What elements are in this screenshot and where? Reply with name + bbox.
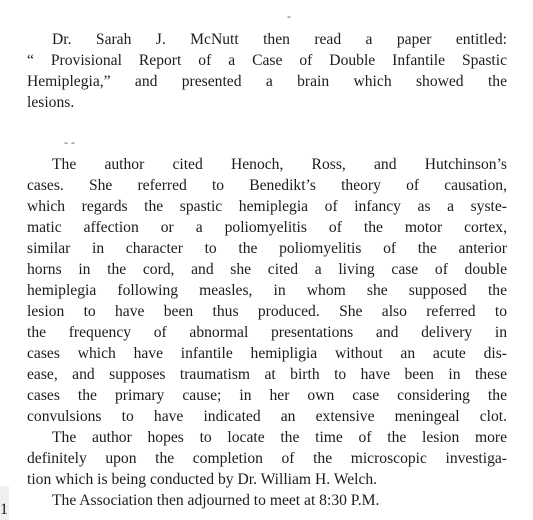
paragraph1-line-4: lesions. [27, 94, 75, 111]
paragraph1-line-1 [52, 30, 507, 50]
page-number: 1 [0, 501, 8, 518]
paragraph2-line-6: horns in the cord, and she cited a living case of double [27, 261, 507, 278]
paragraph1-line-3: Hemiplegia,” and presented a brain which showed the [27, 73, 507, 90]
paragraph2-line-7: hemiplegia following measles, in whom she supposed the [27, 282, 507, 299]
stray-mark-top: - [287, 9, 291, 23]
paragraph2-line-9: the frequency of abnormal presentations and delivery in [27, 324, 507, 341]
paragraph2-line-5: similar in character to the poliomyelitis of the anterior [27, 240, 507, 257]
paragraph2-line-10: cases which have infantile hemipligia without an acute dis- [27, 345, 507, 362]
paragraph2-line-11: ease, and supposes traumatism at birth to have been in these [27, 366, 507, 383]
paragraph1-line-2: “ Provisional Report of a Case of Double Infantile Spastic [27, 52, 507, 69]
paragraph2-line-4: matic affection or a poliomyelitis of the motor cortex, [27, 219, 507, 236]
paragraph2-line-12: cases the primary cause; in her own case considering the [27, 387, 507, 404]
paragraph2-line-2: cases. She referred to Benedikt’s theory of causation, [27, 177, 507, 194]
paragraph2-line-8: lesion to have been thus produced. She also referred to [27, 303, 507, 320]
stray-mark-dashes: - - [64, 135, 75, 149]
paragraph3-line-3: tion which is being conducted by Dr. William H. Welch. [27, 471, 378, 488]
paragraph4-line-1: The Association then adjourned to meet at 8:30 P.M. [52, 492, 380, 509]
paragraph3-line-2: definitely upon the completion of the microscopic investiga- [27, 450, 507, 467]
paragraph1-line-1-text: Dr. Sarah J. McNutt then read a paper entitled: [52, 31, 507, 48]
paragraph2-line-13: convulsions to have indicated an extensive meningeal clot. [27, 408, 507, 425]
paragraph3-line-1: The author hopes to locate the time of the lesion more [52, 429, 507, 446]
paragraph2-line-3: which regards the spastic hemiplegia of infancy as a syste- [27, 198, 507, 215]
paragraph2-line-1: The author cited Henoch, Ross, and Hutchinson’s [52, 156, 507, 173]
